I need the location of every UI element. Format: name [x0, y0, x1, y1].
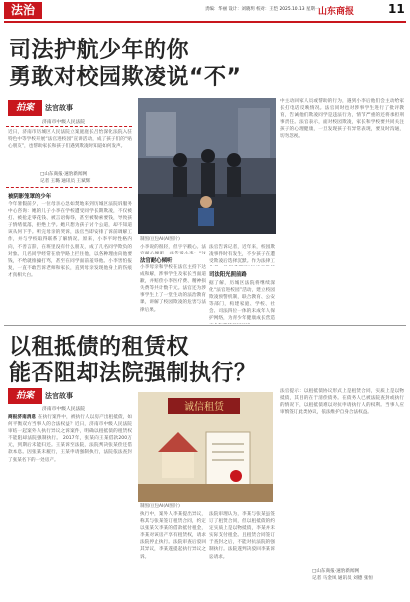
article1-headline-line2: 勇敢对校园欺凌说“不” [9, 65, 242, 90]
column-name-2: 法官故事 [45, 392, 73, 400]
article2-photo [138, 392, 273, 502]
column-header [8, 100, 73, 116]
article2-col2: 执行中，案外人李某提出异议，称其与张某签订租赁合同，约定以张某欠李某的借款抵付租金，李某对该房产享有租赁权，请求法院停止执行。法院审查后驳回其异议，李某遂提起执行异议之诉。 [140, 512, 206, 560]
article2-col3: 法院审理认为，李某与张某虽签订了租赁合同，但以租抵债的约定实质上是以物抵债，李某并未实际支付租金。且租赁合同签订于查封之后，不能对抗法院的强制执行。法院遂判决驳回李某诉讼请求。 [209, 512, 275, 560]
column-seal-2: 拍案 [8, 388, 42, 404]
section-badge: 法治 [4, 2, 42, 19]
article2-lead-tag: 商报济南消息 [8, 415, 37, 420]
article1-col3: 法官告诉记者，近年来，校园欺凌事件时有发生，不少孩子在遭受欺凌后选择沉默。作为法律工 [209, 245, 275, 265]
article2-photo-caption: 制图/豆包AI(AI图片) [140, 504, 180, 509]
editor-meta: 责编：华丽 设计：刘晓玥 校对：王恺 2025.10.13 星期一 [205, 7, 320, 12]
article1-subhead-1: 被阴影笼罩的少年 [8, 194, 52, 200]
article2-headline-line1: 以租抵债的租赁权 [9, 335, 190, 360]
article1-photo [138, 98, 276, 234]
article1-subhead-3: 司法阳光照前路 [209, 272, 247, 278]
rental-illustration [138, 392, 273, 502]
article1-col2-top: 小李说的很轻，但字字戳心。法 [140, 245, 206, 250]
schoolyard-illustration [138, 98, 276, 234]
article1-col4: 中主动回家人员或帮助的行为，遇到小李后他们会主动给家长打电话反映情况。法官同时也对涉事学生进行了批评教育，告诫他们欺凌同学是违法行为，情节严重的还将承担刑事责任。法官表示，面对校园欺凌，家长和学校要共同关注孩子的心理健康，一旦发现孩子有异常表现，要及时沟通，切勿忽视。 [280, 99, 404, 140]
article2-col4: 法官提示：以租抵债协议形式上是租赁合同，实质上是以物抵债，其目的在于清偿债务。在债务人已被法院查封或执行的情况下，以租抵债难以对抗申请执行人的权利。当事人应审慎签订此类协议，依法维护自身合法权益。 [280, 389, 404, 416]
article1-reporter: □山东商报·速豹新闻网 记者 王璐 通讯员 王斌辉 [40, 172, 91, 184]
article1-col3b: 据了解，历城区法院将继续深化“法官进校园”活动，建立校园欺凌预警机制，联合教育、公安等部门，构建家庭、学校、社会、司法四位一体的未成年人保护网络，为青少年健康成长营造 [209, 281, 275, 322]
article2-col1-text: 2017年，张某向王某借款200万元，到期后未能归还。王某诉至法院，法院判决张某偿还借款本息。因张某未履行，王某申请强制执行，法院依法查封了张某名下的一处房产。 [8, 436, 132, 463]
newspaper-name: 山东商报 [318, 7, 355, 17]
article2-headline-line2: 能否阻却法院强制执行？ [9, 361, 257, 386]
column-name: 法官故事 [45, 104, 73, 112]
article1-intro: 近日，济南市历城区人民法院立案庭庭长吕怡深化法院入驻特色中等学校开展“法官进校园”宣讲活动，成了孩子们的“贴心朋友”，也帮助家长和孩子们遇到欺凌时知道如何发声。 [8, 130, 132, 150]
article2-col1 [8, 414, 132, 596]
box-rule-top [6, 126, 132, 127]
photo-sign-text: 诚信租赁 [184, 402, 224, 413]
column-header-2 [8, 388, 73, 404]
article1-col2: 小李母亲和学校在法官主持下达成和解，涉事学生及家长当面道歉，并赔偿小李医疗费、精神损失费等共计数千元。法官还为涉事学生上了一堂生动的法治教育课，讲解了校园欺凌的危害与法律后果。 [140, 265, 206, 313]
page-number: 11 [388, 2, 405, 16]
column-seal: 拍案 [8, 100, 42, 116]
article1-subhead-2: 法官耐心倾听 [140, 258, 173, 264]
column-author-2: 济南市中级人民法院 [42, 407, 86, 412]
page-header [0, 0, 410, 22]
column-author: 济南市中级人民法院 [42, 120, 86, 125]
header-rule [4, 21, 406, 23]
box-rule-bottom [6, 187, 132, 188]
article1-col1: 今年暑假前夕，一位母亲心急如焚地来到历城区法院诉服务中心咨询：她的儿子小李在学校遭受同学长期欺凌，不仅被打、被抢走零花钱、被言语侮辱，甚至被勒索要钱，导致孩子情绪低落，拒绝上学。她只想为孩子讨个公道，却不知道该从何下手。听完母亲的哭诉，法官当即安排了诉前调解工作，并与学校取得联系了解情况。原来，小李平时性格内向，不善言辞，在班里没有什么朋友，成了几名同学欺负的对象。几名同学经常在放学路上拦住他，以各种理由向他要钱，不给就推搡打骂，甚至在同学面前羞辱他。小李害怕报复，一直不敢告诉老师和家长，直到母亲发现他身上的伤痕才真相大白。 [8, 202, 132, 278]
article-divider [4, 325, 406, 326]
article1-photo-caption: 制图/豆包AI(AI图片) [140, 237, 180, 242]
article2-lead: 在执行案件中，被执行人以房产出租抵债，如何平衡双方当事人的合法权益？近日，济南市中级人民法院审结一起案外人执行异议之诉案件，明确以租抵债的租赁权不能阻却法院强制执行。 [8, 415, 132, 442]
article2-reporter: □山东商报·速豹新闻网 记者 马金凤 通讯员 刘德 张恒 [312, 569, 373, 581]
article1-headline-line1: 司法护航少年的你 [9, 38, 190, 63]
